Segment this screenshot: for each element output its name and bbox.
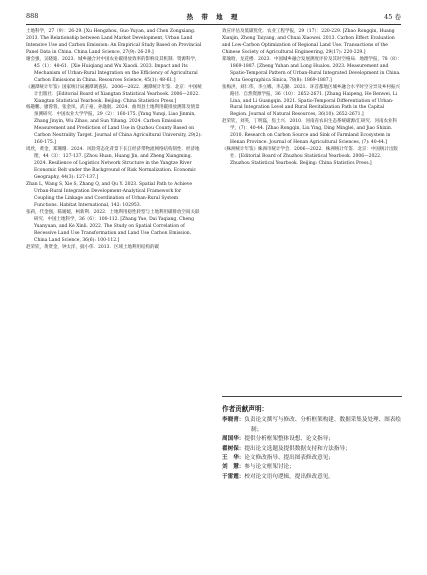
contribution-item (222, 435, 402, 444)
contributor-name: 于雷霆： (222, 473, 245, 480)
contribution-text: 提出论文选题及提供数据支持和方法指导； (244, 445, 351, 452)
reference-entry: 赵荣钦，刘英，丁明磊，焦士兴．2010．河南省农田生态系统碳源/汇研究．河南农业科学，(7)：40-44. [Zhao Rongqin, Liu Ying, Ding Minglei, and Jiao Shixin. 2010. Research on Carbon Source and Sink of Farmland Ecosystem in Henan Province. Journal of Henan Agricultural Sciences, (7): 40-44.] (222, 119, 397, 146)
reference-entry: 张梅洪，刘仁伟，李立娜，李志勤．2021．环首都地区城乡融合水平时空分异及乡村振兴路径．自然资源学报，36（10）：2652-2671. [Zhang Haipeng, He Renwei, Li Lina, and Li Guangqin. 2021. Spatio-Temporal Differentiation of Urban-Rural Integration Level and Rural Revitalization Path in the Capital Region. Journal of Natural Resources, 36(10): 2652-2671.] (222, 84, 400, 118)
header-rule (26, 24, 401, 25)
left-column (26, 29, 203, 252)
contribution-text: 负责论文撰写与修改、分析框架构建、数据采集及处理、图表绘制； (244, 417, 402, 433)
right-column (222, 29, 402, 168)
reference-entry: 郑瑜晗，龙花楼．2023．中国城乡融合发展测度评价及其时空格局．地理学报，78（8）：1869-1887. [Zheng Yuhan and Long Hualou. 2023. Measurement and Spatio-Temporal Pattern of Urban-Rural Integrated Development in China. Acta Geographica Sinica, 78(8): 1869-1887.] (222, 56, 402, 83)
contribution-title: 作者贡献声明： (222, 405, 269, 413)
reference-entry: 效应评估及低碳优化．农业工程学报，29（17）：220-229. [Zhao Rongqin, Huang Xianjin, Zhong Taiyang, and Chuai Xiaowei. 2013. Carbon Effect Evaluation and Low-Carbon Optimization of Regional Land Use. Transactions of the Chinese Society of Agricultural Engineering, 29(17): 220-229.] (222, 29, 395, 55)
reference-entry: Zhan L, Wang S, Xie S, Zhang Q, and Qu Y. 2023. Spatial Path to Achieve Urban-Rural Integration Development-Analytical Framework for Coupling the Linkage and Coordination of Urban-Rural System Functions. Habitat International, 142: 102953. (26, 181, 193, 208)
contribution-text: 提供分析框架整体设想、论文指导； (244, 436, 334, 443)
reference-entry: 周欣，黄金，郑珊珊．2024．风险常态化背景下长江经济带物流网络结构韧性．经济地理，44（3）：127-137. [Zhou Huan, Huang Jin, and Zheng Xiangming. 2024. Resilience of Logistics Network Structure in the Yangtze River Economic Belt under the Background of Risk Normalization. Economic Geography, 44(3): 127-137.] (26, 147, 200, 181)
author-contribution-statement (222, 396, 402, 482)
contributor-name: 李晓青： (222, 417, 245, 424)
contributor-name: 翟树保： (222, 445, 245, 452)
volume-label: 45 卷 (384, 13, 401, 21)
reference-entry: 杨趣鹏，廖蓉蓉，张金凤，武子豪，孙逸航．2024．曲周县土地利用碳排放测算及情景预测研究．中国农业大学学报，29（2）：160-175. [Yang Yunqi, Liao Jinmin, Zhang Jinyin, Wu Zihao, and Sun Yihang. 2024. Carbon Emission Measurement and Prediction of Land Use in Quzhou County Based on Carbon Neutrality Target. Journal of China Agricultural University, 29(2): 160-175.] (26, 105, 202, 146)
reference-entry: 土地科学，27（9）：26-29. [Xu Hengzhou, Guo Yuyan, and Chen Zongxiang. 2013. The Relationship between Land Market Development, Urban Land Intensive Use and Carbon Emission: An Empirical Study Based on Provincial Panel Data in China. China Land Science, 27(9): 26-29.] (26, 29, 202, 55)
contributor-name: 周国华： (222, 436, 245, 443)
reference-entry: 张莉，代金强，陈媛媛，柯新利．2022．土地利用稳性转型与土地利用碳排放空间关联研究．中国土地科学，36（6）：100-112. [Zhang Yue, Dai Yaqiang, Cheng Yuanyuan, and Ke Xinli. 2022. The Study on Spatial Correlation of Recessive Land Use Transformation and Land Use Carbon Emission. China Land Science, 36(6): 100-112.] (26, 209, 200, 243)
contribution-item (222, 473, 402, 482)
page-header (26, 12, 401, 24)
contributor-name: 王 华： (222, 455, 245, 462)
contribution-text: 论文修改指导、提出图表修改意见； (244, 455, 334, 462)
reference-entry: 赵荣钦，黄贤金，钟太洋，揣小伟．2013．区域土地利用结构的碳 (26, 244, 159, 250)
reference-entry: 《湘潭统计年鉴》国家统计局湘潭调查队．2006—2022．湘潭统计年鉴．北京：中国统计出版社．[Editorial Board of Xiangtan Statistical Yearbook. 2006—2022. Xiangtan Statistical Yearbook. Beijing: China Statistics Press.] (26, 84, 202, 104)
reference-entry: 谢会强，吴晓迪．2023．城乡融合对中国农业碳排放效率的影响及其机制．资源科学，45（1）：48-61．[Xie Huiqiang and Wu Xiaodi. 2023. Impact and Its Mechanism of Urban-Rural Integration on the Efficiency of Agricultural Carbon Emissions in China. Resources Science, 45(1): 48-61.] (26, 56, 200, 83)
contribution-item (222, 416, 402, 435)
contribution-text: 校对论文语句逻辑，提出修改意见。 (244, 473, 334, 480)
contribution-text: 参与论文框架讨论； (244, 464, 295, 471)
contribution-item (222, 445, 402, 454)
page-number: 888 (26, 12, 39, 20)
journal-title: 热 带 地 理 (186, 13, 241, 21)
contribution-item (222, 463, 402, 472)
reference-entry: 《株洲统计年鉴》株洲市统计学会．2006—2022．株洲统计年鉴．北京：中国统计出版社．[Editorial Board of Zhuzhou Statistical Yearbook. 2006—2022. Zhuzhou Statistical Yearbook. Beijing: China Statistics Press.] (222, 147, 398, 167)
contribution-item (222, 454, 402, 463)
contributor-name: 刘 慧： (222, 464, 245, 471)
